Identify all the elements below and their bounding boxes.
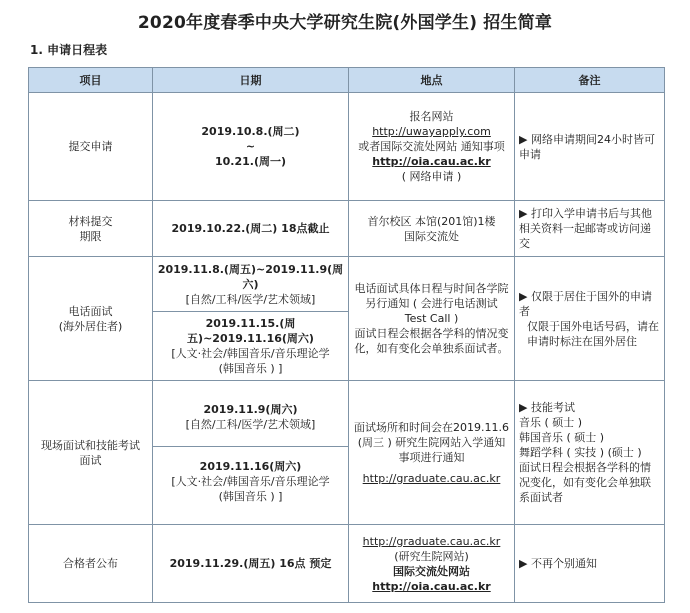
onsite-date-divider [153,446,348,447]
apply-date [153,93,349,201]
table-row-result [29,525,665,603]
onsite-date [153,381,349,525]
result-graduate-label: (研究生院网站) [394,549,469,563]
result-oia-link[interactable]: http://oia.cau.ac.kr [372,579,491,593]
onsite-place-line1: 面试场所和时间会在2019.11.6 (周三 ) 研究生院网站入学通知事项进行通知 [354,420,509,464]
apply-online-note: ( 网络申请 ) [401,170,462,183]
phone-date-a-fields: [自然/工科/医学/艺术领域] [185,292,316,306]
result-item: 合格者公布 [29,525,153,603]
apply-place [349,93,515,201]
onsite-note-line5: 面试日程会根据各学科的情况变化，如有变化会单独联系面试者 [519,461,651,504]
onsite-note-line4: 舞蹈学科 ( 实技 ) (硕士 ) [519,446,642,459]
section-heading: 1. 申请日程表 [30,43,108,57]
result-graduate-link[interactable]: http://graduate.cau.ac.kr [362,534,501,548]
apply-item: 提交申请 [29,93,153,201]
phone-place-line1: 电话面试具体日程与时间各学院另行通知 ( 会进行电话测试 Test Call ) [354,282,509,325]
table-row-apply [29,93,665,201]
phone-place [349,257,515,381]
onsite-note [515,381,665,525]
phone-note-line2: 仅限于国外电话号码，请在申请时标注在国外居住 [527,319,659,348]
header-note: 备注 [515,68,665,93]
docs-item-line2: 期限 [79,229,102,243]
header-place: 地点 [349,68,515,93]
result-place [349,525,515,603]
onsite-note-line2: 音乐 ( 硕士 ) [519,416,583,429]
phone-item-line2: (海外居住者) [58,319,123,333]
onsite-place [349,381,515,525]
phone-date-a: 2019.11.8.(周五)~2019.11.9(周六) [157,262,344,291]
docs-item [29,201,153,257]
schedule-table [28,67,665,603]
onsite-date-a-fields: [自然/工科/医学/艺术领域] [185,417,316,431]
graduate-link[interactable]: http://graduate.cau.ac.kr [362,471,501,485]
onsite-date-b: 2019.11.16(周六) [199,459,302,473]
page-title: 2020年度春季中央大学研究生院(外国学生) 招生简章 [137,13,553,33]
docs-place-line2: 国际交流处 [404,229,459,243]
table-header-row [29,68,665,93]
table-row-onsite [29,381,665,525]
phone-date [153,257,349,381]
phone-note [515,257,665,381]
apply-date-tilde: ~ [245,140,256,153]
apply-note: ▶ 网络申请期间24小时皆可申请 [515,93,665,201]
phone-item [29,257,153,381]
apply-date-end: 10.21.(周一) [214,155,287,168]
onsite-date-a: 2019.11.9(周六) [203,402,298,416]
onsite-note-line3: 韩国音乐 ( 硕士 ) [519,431,605,444]
phone-note-line1: ▶ 仅限于居住于国外的申请者 [519,289,652,318]
docs-place [349,201,515,257]
docs-date: 2019.10.22.(周二) 18点截止 [153,201,349,257]
docs-place-line1: 首尔校区 本馆(201馆)1楼 [367,214,496,228]
phone-date-b-fields: [人文·社会/韩国音乐/音乐理论学 [171,346,330,360]
onsite-item [29,381,153,525]
apply-date-start: 2019.10.8.(周二) [201,125,300,138]
docs-item-line1: 材料提交 [68,214,113,228]
oia-link[interactable]: http://oia.cau.ac.kr [372,155,491,168]
table-row-docs [29,201,665,257]
header-date: 日期 [153,68,349,93]
apply-oia-notice: 或者国际交流处网站 通知事项 [358,140,505,153]
apply-site-label: 报名网站 [409,110,454,123]
phone-date-b: 2019.11.15.(周五)~2019.11.16(周六) [187,316,314,345]
onsite-item-line1: 现场面试和技能考试 [41,438,140,452]
table-row-phone [29,257,665,381]
onsite-item-line2: 面试 [79,453,102,467]
phone-date-divider [153,311,348,312]
onsite-date-b-fields: [人文·社会/韩国音乐/音乐理论学 [171,474,330,488]
phone-place-line2: 面试日程会根据各学科的情况变化，如有变化会单独系面试者。 [354,327,509,355]
header-item: 项目 [29,68,153,93]
uwayapply-link[interactable]: http://uwayapply.com [372,125,491,138]
phone-date-b-fields2: (韩国音乐 ) ] [218,361,283,375]
onsite-date-b-fields2: (韩国音乐 ) ] [218,489,283,503]
result-note: ▶ 不再个别通知 [515,525,665,603]
phone-item-line1: 电话面试 [68,304,113,318]
result-oia-label: 国际交流处网站 [393,564,470,578]
result-date: 2019.11.29.(周五) 16点 预定 [153,525,349,603]
docs-note: ▶ 打印入学申请书后与其他相关资料一起邮寄或访问递交 [515,201,665,257]
onsite-note-line1: ▶ 技能考试 [519,401,575,414]
